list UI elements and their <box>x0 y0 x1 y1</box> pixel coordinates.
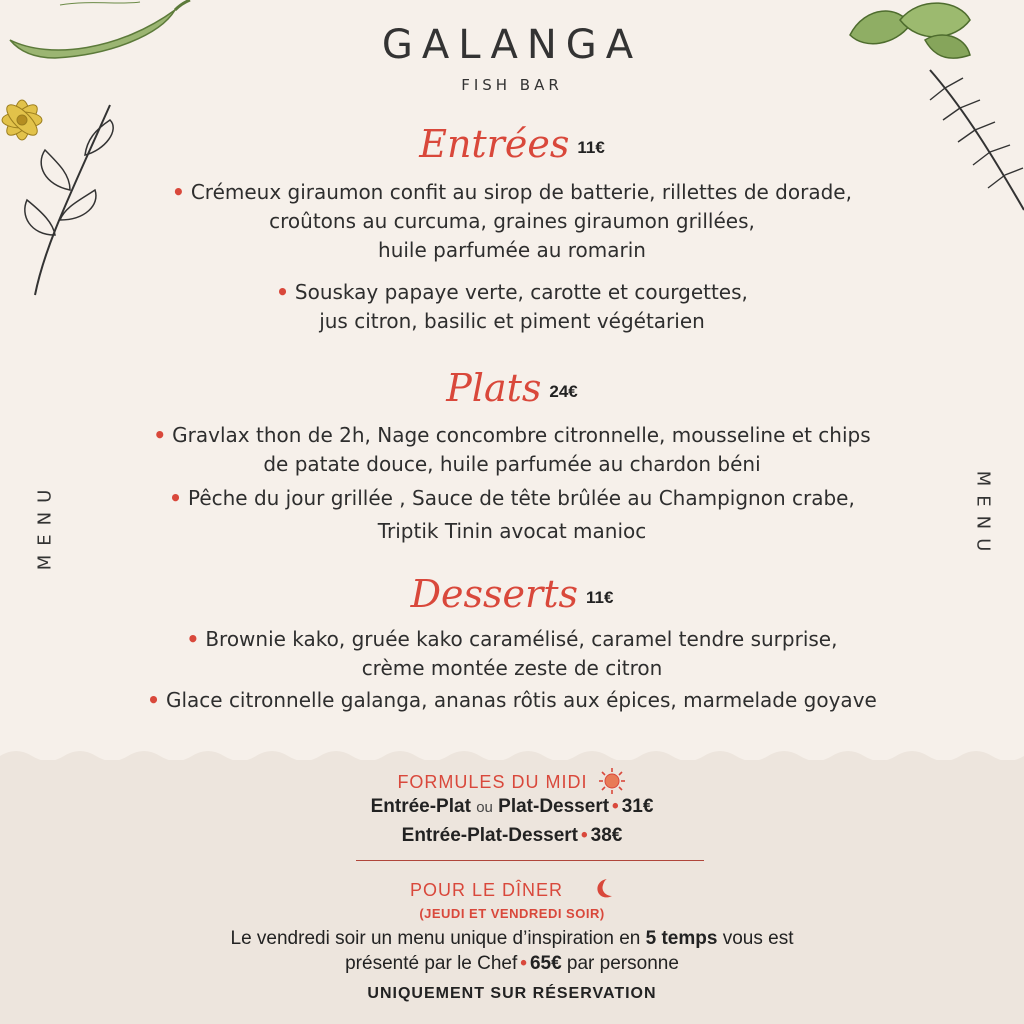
entrees-item-2 <box>0 278 1024 336</box>
menu-item-line: de patate douce, huile parfumée au chardon béni <box>263 452 761 476</box>
menu-item-line: jus citron, basilic et piment végétarien <box>319 309 705 333</box>
bullet-icon: • <box>276 280 289 304</box>
sun-icon <box>597 768 627 794</box>
bullet-icon: • <box>172 180 185 204</box>
desserts-price: 11€ <box>585 588 614 607</box>
diner-text-line-2: présenté par le Chef • 65€ par personne <box>345 953 679 974</box>
diner-heading <box>0 878 1024 901</box>
reservation-note: UNIQUEMENT SUR RÉSERVATION <box>367 985 657 1002</box>
diner-subtitle: (JEUDI ET VENDREDI SOIR) <box>419 906 605 921</box>
formules-title: FORMULES DU MIDI <box>397 772 588 792</box>
plats-title: Plats <box>446 366 542 410</box>
menu-item-line: Triptik Tinin avocat manioc <box>377 519 647 543</box>
menu-item-line: croûtons au curcuma, graines giraumon grillées, <box>269 209 755 233</box>
plats-item-1 <box>0 421 1024 479</box>
formules-line-1: Entrée-Plat ou Plat-Dessert • 31€ <box>370 796 654 817</box>
brand-logo-text: GALANGA <box>381 22 643 68</box>
menu-item-line: • Gravlax thon de 2h, Nage concombre citronnelle, mousseline et chips <box>153 423 871 447</box>
plats-item-2 <box>0 484 1024 546</box>
desserts-item-1 <box>0 625 1024 683</box>
desserts-item-2 <box>0 686 1024 715</box>
bullet-icon: • <box>186 627 200 651</box>
bullet-icon: • <box>169 486 182 510</box>
plats-price: 24€ <box>549 382 578 401</box>
menu-item-line: • Pêche du jour grillée , Sauce de tête brûlée au Champignon crabe, <box>169 486 855 510</box>
menu-item-line: • Souskay papaye verte, carotte et courgettes, <box>276 280 748 304</box>
menu-item-line: • Brownie kako, gruée kako caramélisé, caramel tendre surprise, <box>186 627 838 651</box>
moon-icon <box>594 878 614 900</box>
side-label-left: MENU <box>34 480 56 571</box>
formules-heading <box>0 768 1024 794</box>
menu-item-line: huile parfumée au romarin <box>378 238 646 262</box>
menu-item-line: • Glace citronnelle galanga, ananas rôtis aux épices, marmelade goyave <box>147 688 877 712</box>
bullet-icon: • <box>153 423 167 447</box>
diner-text-line-1: Le vendredi soir un menu unique d’inspiration en 5 temps vous est <box>230 928 794 949</box>
section-divider-line <box>356 860 704 861</box>
entrees-title: Entrées <box>419 122 570 166</box>
bullet-icon: • <box>147 688 160 712</box>
formules-line-2: Entrée-Plat-Dessert • 38€ <box>401 825 623 846</box>
entrees-price: 11€ <box>577 138 605 157</box>
diner-title: POUR LE DÎNER <box>409 880 563 900</box>
entrees-item-1 <box>0 178 1024 265</box>
plats-heading <box>0 366 1024 410</box>
entrees-heading <box>0 122 1024 166</box>
menu-item-line: crème montée zeste de citron <box>361 656 663 680</box>
wavy-divider <box>0 742 1024 766</box>
desserts-title: Desserts <box>410 572 578 616</box>
brand-subtitle: FISH BAR <box>461 76 563 94</box>
side-label-right: MENU <box>972 470 994 561</box>
desserts-heading <box>0 572 1024 616</box>
menu-item-line: • Crémeux giraumon confit au sirop de batterie, rillettes de dorade, <box>172 180 852 204</box>
